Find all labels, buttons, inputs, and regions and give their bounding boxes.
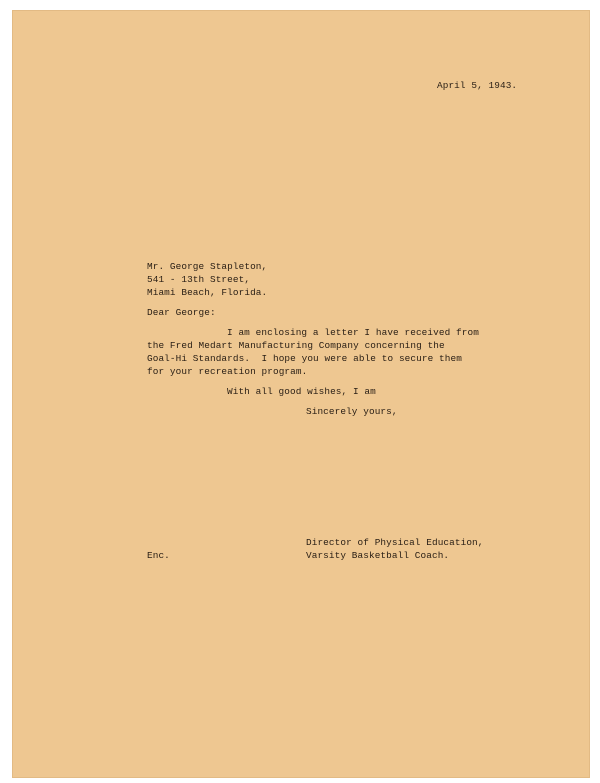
enclosure-notation: Enc. <box>147 550 170 561</box>
signature-title-1: Director of Physical Education, <box>306 537 484 548</box>
recipient-city: Miami Beach, Florida. <box>147 287 268 298</box>
body-line-1: I am enclosing a letter I have received from <box>227 327 479 338</box>
signature-title-2: Varsity Basketball Coach. <box>306 550 450 561</box>
body-line-2: the Fred Medart Manufacturing Company concerning the <box>147 340 445 351</box>
complimentary-close: Sincerely yours, <box>306 406 398 417</box>
recipient-street: 541 - 13th Street, <box>147 274 251 285</box>
body-line-3: Goal-Hi Standards. I hope you were able to secure them <box>147 353 462 364</box>
body-line-4: for your recreation program. <box>147 366 308 377</box>
salutation: Dear George: <box>147 307 216 318</box>
recipient-name: Mr. George Stapleton, <box>147 261 268 272</box>
good-wishes-line: With all good wishes, I am <box>227 386 376 397</box>
letter-date: April 5, 1943. <box>437 80 518 91</box>
